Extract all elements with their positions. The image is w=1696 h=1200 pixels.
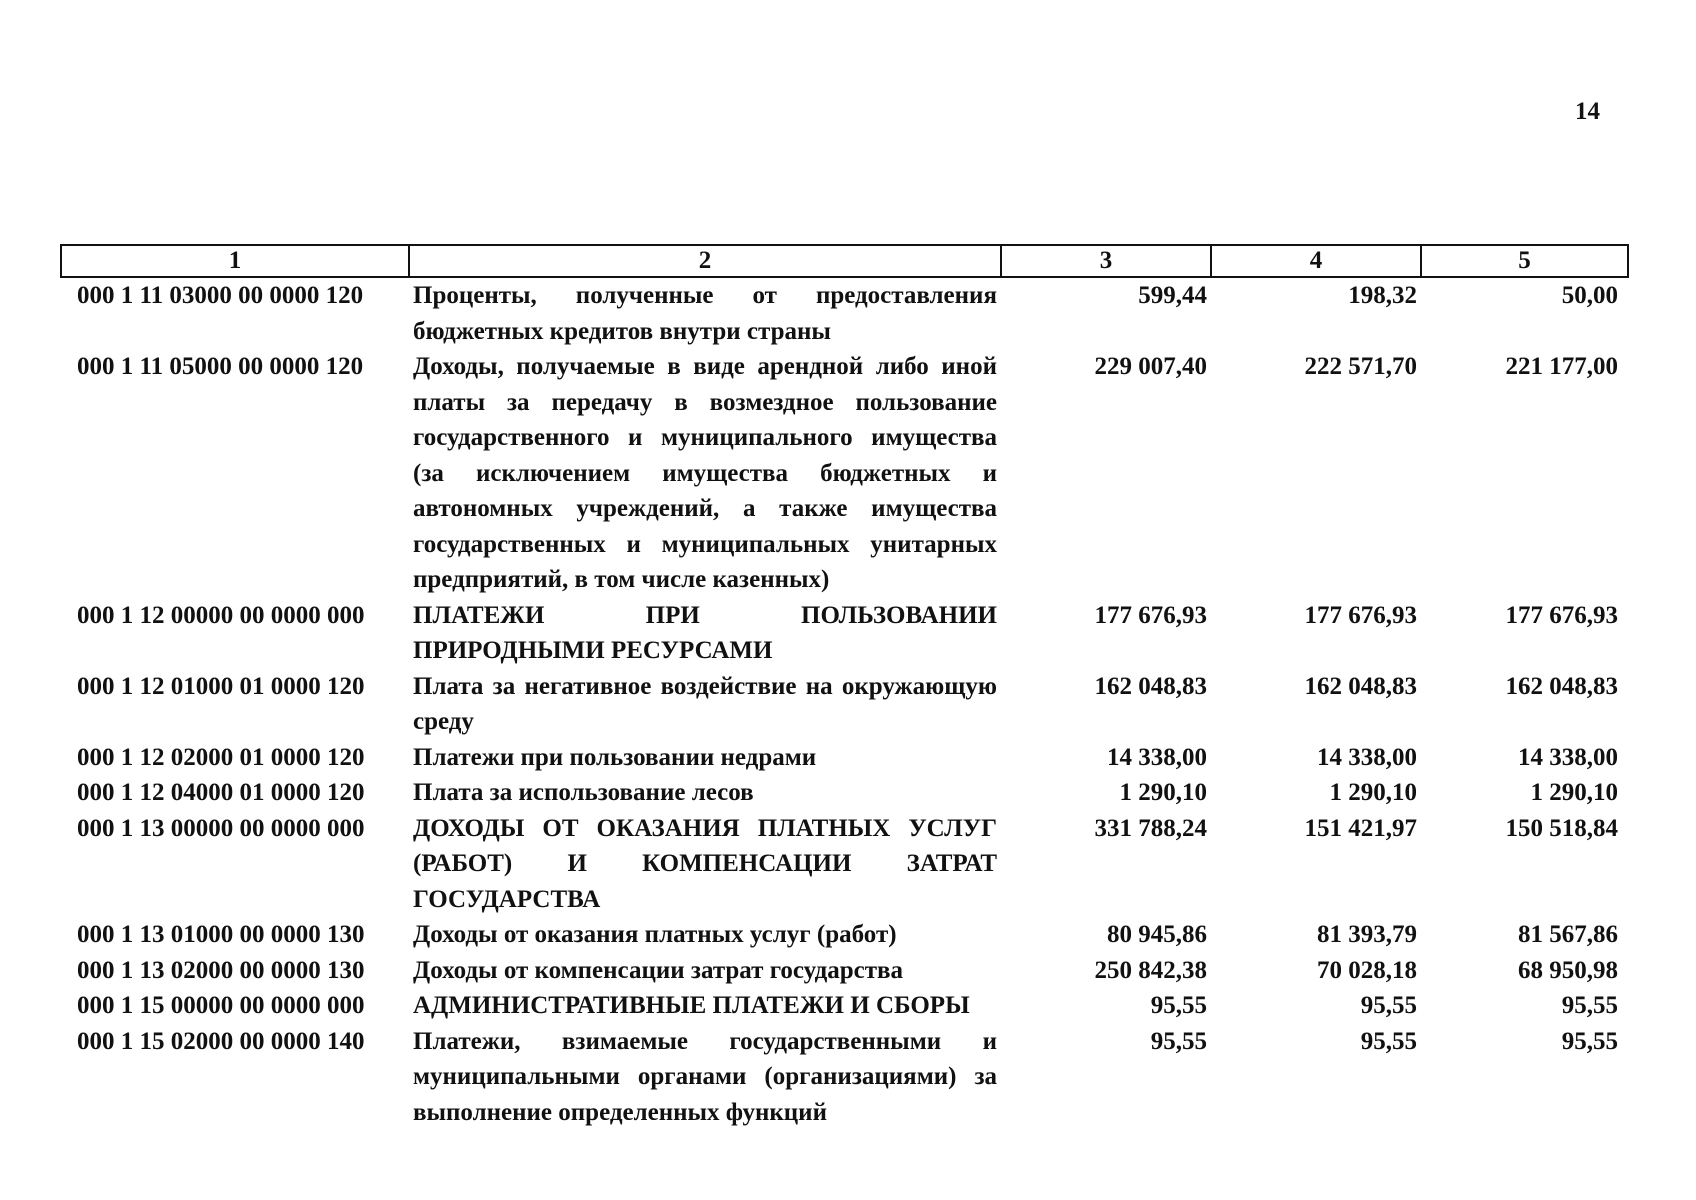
row-name: Платежи, взимаемые государственными и муниципальными органами (организациями) за выполнение определенных функций bbox=[413, 1027, 997, 1126]
table-row bbox=[61, 917, 1628, 953]
row-value-col5: 81 567,86 bbox=[1518, 921, 1618, 948]
row-name: Доходы от компенсации затрат государства bbox=[413, 956, 904, 984]
row-name: Плата за использование лесов bbox=[413, 779, 754, 806]
row-value-col3: 162 048,83 bbox=[1094, 672, 1207, 700]
row-value-col5: 177 676,93 bbox=[1505, 601, 1618, 629]
header-col-2: 2 bbox=[409, 245, 1001, 277]
row-value-col4: 151 421,97 bbox=[1304, 814, 1417, 842]
row-value-col5: 95,55 bbox=[1561, 992, 1618, 1019]
row-code: 000 1 13 01000 00 0000 130 bbox=[77, 921, 365, 948]
row-value-col3: 229 007,40 bbox=[1094, 353, 1207, 380]
row-name: ДОХОДЫ ОТ ОКАЗАНИЯ ПЛАТНЫХ УСЛУГ (РАБОТ) И КОМПЕНСАЦИИ ЗАТРАТ ГОСУДАРСТВА bbox=[413, 814, 997, 913]
row-value-col4: 1 290,10 bbox=[1329, 779, 1417, 806]
row-value-col5: 95,55 bbox=[1561, 1027, 1618, 1055]
row-code: 000 1 11 05000 00 0000 120 bbox=[77, 353, 364, 380]
row-value-col4: 162 048,83 bbox=[1304, 672, 1417, 700]
row-value-col5: 14 338,00 bbox=[1518, 743, 1618, 771]
row-value-col3: 250 842,38 bbox=[1094, 956, 1207, 984]
budget-revenue-table bbox=[60, 244, 1629, 1130]
header-col-5: 5 bbox=[1421, 245, 1628, 277]
row-value-col3: 80 945,86 bbox=[1107, 921, 1207, 948]
table-row bbox=[61, 988, 1628, 1024]
row-value-col3: 95,55 bbox=[1150, 992, 1207, 1019]
page-number: 14 bbox=[1575, 98, 1600, 125]
row-value-col3: 177 676,93 bbox=[1094, 601, 1207, 629]
row-value-col5: 221 177,00 bbox=[1505, 353, 1618, 380]
row-value-col4: 198,32 bbox=[1348, 282, 1417, 309]
row-value-col3: 95,55 bbox=[1150, 1027, 1207, 1055]
row-code: 000 1 13 02000 00 0000 130 bbox=[77, 956, 365, 984]
row-value-col4: 177 676,93 bbox=[1304, 601, 1417, 629]
row-value-col5: 50,00 bbox=[1561, 282, 1618, 309]
table-header bbox=[61, 245, 1628, 277]
table-row bbox=[61, 775, 1628, 811]
row-value-col4: 81 393,79 bbox=[1317, 921, 1417, 948]
table-row bbox=[61, 953, 1628, 989]
row-code: 000 1 12 01000 01 0000 120 bbox=[77, 672, 365, 700]
row-value-col3: 1 290,10 bbox=[1119, 779, 1207, 806]
row-value-col3: 599,44 bbox=[1138, 282, 1207, 309]
row-code: 000 1 12 00000 00 0000 000 bbox=[77, 601, 365, 629]
table-row bbox=[61, 277, 1628, 349]
row-value-col5: 150 518,84 bbox=[1505, 814, 1618, 842]
table-row bbox=[61, 349, 1628, 598]
row-code: 000 1 15 02000 00 0000 140 bbox=[77, 1027, 365, 1055]
header-col-1: 1 bbox=[61, 245, 409, 277]
row-name: ПЛАТЕЖИ ПРИ ПОЛЬЗОВАНИИ ПРИРОДНЫМИ РЕСУРСАМИ bbox=[413, 601, 997, 664]
row-name: Доходы от оказания платных услуг (работ) bbox=[413, 921, 897, 948]
table-row bbox=[61, 1024, 1628, 1131]
row-value-col5: 68 950,98 bbox=[1518, 956, 1618, 984]
row-name: АДМИНИСТРАТИВНЫЕ ПЛАТЕЖИ И СБОРЫ bbox=[413, 992, 970, 1019]
table-row bbox=[61, 811, 1628, 918]
table-row bbox=[61, 669, 1628, 740]
table-row bbox=[61, 740, 1628, 776]
header-row bbox=[61, 245, 1628, 277]
row-name: Проценты, полученные от предоставления бюджетных кредитов внутри страны bbox=[413, 282, 997, 345]
row-value-col4: 95,55 bbox=[1360, 1027, 1417, 1055]
row-value-col4: 95,55 bbox=[1360, 992, 1417, 1019]
row-code: 000 1 12 02000 01 0000 120 bbox=[77, 743, 365, 771]
row-value-col3: 331 788,24 bbox=[1094, 814, 1207, 842]
header-col-4: 4 bbox=[1211, 245, 1421, 277]
row-value-col5: 1 290,10 bbox=[1530, 779, 1618, 806]
row-value-col5: 162 048,83 bbox=[1505, 672, 1618, 700]
row-code: 000 1 13 00000 00 0000 000 bbox=[77, 814, 365, 842]
header-col-3: 3 bbox=[1001, 245, 1211, 277]
row-value-col4: 14 338,00 bbox=[1317, 743, 1417, 771]
row-value-col4: 222 571,70 bbox=[1304, 353, 1417, 380]
table-body bbox=[61, 277, 1628, 1130]
row-name: Доходы, получаемые в виде арендной либо иной платы за передачу в возмездное пользование государственного и муниципального имущества (за исключением имущества бюджетных и автономных учреждений, а также имущества государственных и муниципальных унитарных предприятий, в том числе казенных) bbox=[413, 353, 997, 593]
row-name: Платежи при пользовании недрами bbox=[413, 743, 817, 771]
row-code: 000 1 15 00000 00 0000 000 bbox=[77, 992, 365, 1019]
table-row bbox=[61, 598, 1628, 669]
row-name: Плата за негативное воздействие на окружающую среду bbox=[413, 672, 997, 735]
row-value-col4: 70 028,18 bbox=[1317, 956, 1417, 984]
row-value-col3: 14 338,00 bbox=[1107, 743, 1207, 771]
row-code: 000 1 12 04000 01 0000 120 bbox=[77, 779, 365, 806]
row-code: 000 1 11 03000 00 0000 120 bbox=[77, 282, 364, 309]
